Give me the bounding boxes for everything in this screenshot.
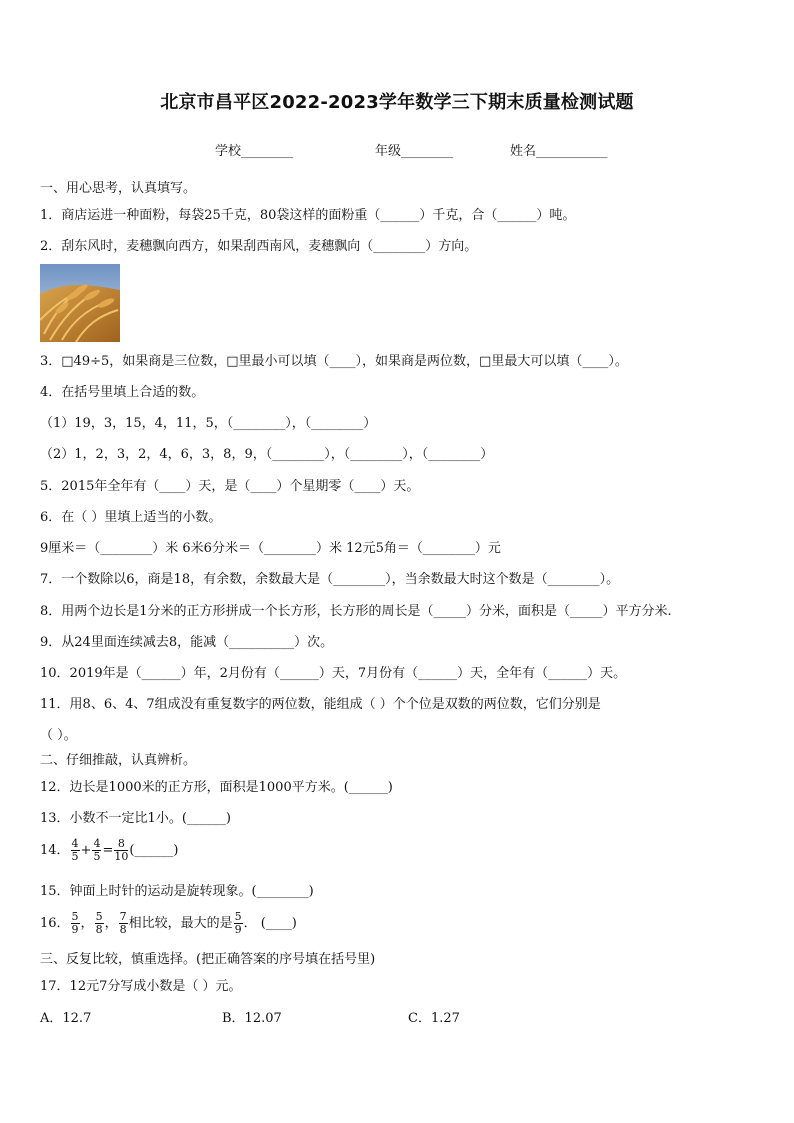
- q16-den-4: 9: [234, 923, 242, 936]
- question-10: 10．2019年是（______）年，2月份有（______）天，7月份有（______）天，全年有（______）天。: [40, 666, 627, 681]
- question-6: 6．在（ ）里填上适当的小数。: [40, 510, 222, 525]
- question-16: [40, 911, 764, 936]
- question-4-part-2: （2）1，2，3，2，4，6，3，8，9，（________），（________），（________）: [40, 447, 494, 462]
- question-6-items: 9厘米＝（________）米 6米6分米＝（________）米 12元5角＝（________）元: [40, 541, 501, 556]
- question-17: 17．12元7分写成小数是（ ）元。: [40, 979, 242, 994]
- q16-den-2: 8: [95, 923, 103, 936]
- option-c: C．1.27: [408, 1011, 460, 1026]
- q16-middle-text: 相比较，最大的是: [128, 915, 233, 931]
- q14-num-1: 4: [71, 837, 79, 850]
- q16-fraction-2: [95, 911, 104, 936]
- q14-answer-blank: (______): [129, 842, 179, 858]
- q16-fraction-3: [119, 911, 128, 936]
- q14-plus: +: [80, 842, 92, 858]
- q16-fraction-1: [71, 911, 80, 936]
- grade-field: 年级________: [375, 144, 454, 159]
- q16-den-1: 9: [71, 923, 79, 936]
- question-11: 11．用8、6、4、7组成没有重复数字的两位数，能组成（ ）个个位是双数的两位数，它们分别是: [40, 697, 601, 712]
- question-8: 8．用两个边长是1分米的正方形拼成一个长方形，长方形的周长是（_____）分米，面积是（_____）平方分米.: [40, 604, 672, 619]
- q14-fraction-2: [92, 838, 101, 863]
- q14-num-2: 4: [93, 837, 101, 850]
- option-a: A．12.7: [40, 1011, 92, 1026]
- q14-fraction-3: [114, 838, 128, 863]
- question-15: 15．钟面上时针的运动是旋转现象。(________): [40, 884, 314, 899]
- q14-num-3: 8: [114, 838, 128, 851]
- wheat-image: [40, 264, 120, 342]
- q14-fraction-1: [71, 838, 80, 863]
- section-3-heading: 三、反复比较，慎重选择。(把正确答案的序号填在括号里): [40, 952, 376, 967]
- section-2-heading: 二、仔细推敲，认真辨析。: [40, 753, 197, 768]
- question-1: 1．商店运进一种面粉，每袋25千克，80袋这样的面粉重（______）千克，合（______）吨。: [40, 208, 576, 223]
- school-field: 学校________: [215, 144, 294, 159]
- question-13: 13．小数不一定比1小。(______): [40, 811, 231, 826]
- page-title: 北京市昌平区2022-2023学年数学三下期末质量检测试题: [160, 92, 634, 113]
- question-14: [40, 838, 764, 863]
- q16-fraction-4: [234, 911, 243, 936]
- q16-answer-blank: ． (____): [243, 915, 297, 931]
- q14-equals: =: [102, 842, 114, 858]
- q16-num-3: 7: [119, 910, 127, 923]
- question-7: 7．一个数除以6，商是18，有余数，余数最大是（________），当余数最大时这个数是（________）。: [40, 572, 620, 587]
- q16-num-4: 5: [234, 910, 242, 923]
- question-4: 4．在括号里填上合适的数。: [40, 385, 205, 400]
- q16-den-3: 8: [119, 923, 127, 936]
- q16-comma-1: ，: [80, 915, 94, 931]
- q16-label: 16．: [40, 915, 70, 931]
- q16-num-2: 5: [95, 910, 103, 923]
- question-9: 9．从24里面连续减去8，能减（__________）次。: [40, 635, 334, 650]
- option-b: B．12.07: [222, 1011, 282, 1026]
- section-1-heading: 一、用心思考，认真填写。: [40, 181, 197, 196]
- q14-den-3: 10: [114, 850, 129, 863]
- question-3: 3．□49÷5，如果商是三位数，□里最小可以填（____），如果商是两位数，□里最大可以填（____）。: [40, 354, 628, 369]
- question-4-part-1: （1）19，3，15，4，11，5，（________），（________）: [40, 416, 377, 431]
- q14-den-1: 5: [71, 850, 79, 863]
- question-5: 5．2015年全年有（____）天，是（____）个星期零（____）天。: [40, 479, 420, 494]
- q14-label: 14．: [40, 842, 70, 858]
- question-11-answer-line: （ ）。: [40, 728, 77, 743]
- question-2: 2．刮东风时，麦穗飘向西方，如果刮西南风，麦穗飘向（________）方向。: [40, 239, 478, 254]
- name-field: 姓名___________: [510, 144, 608, 159]
- q16-comma-2: ，: [104, 915, 118, 931]
- q14-den-2: 5: [93, 850, 101, 863]
- q16-num-1: 5: [71, 910, 79, 923]
- question-12: 12．边长是1000米的正方形，面积是1000平方米。(______): [40, 780, 393, 795]
